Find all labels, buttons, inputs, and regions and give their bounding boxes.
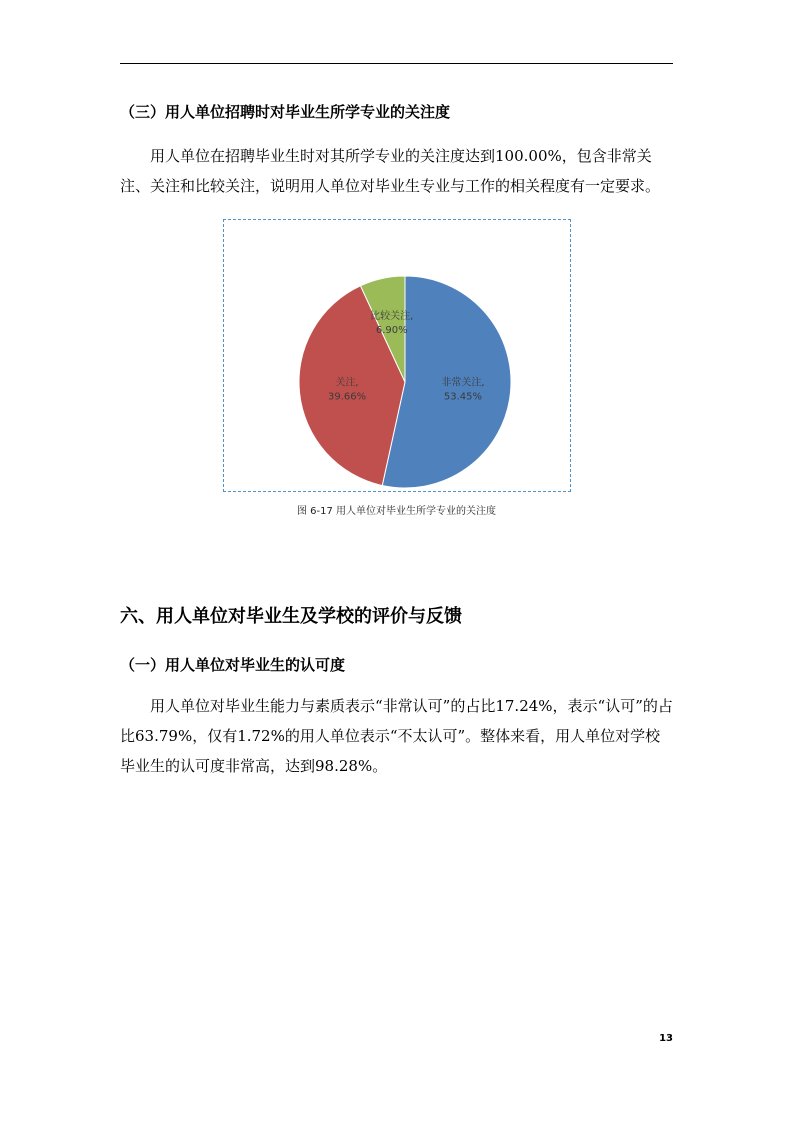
page-number: 13 [659,1033,673,1044]
pie-slice-label-0: 非常关注, [441,377,485,389]
pie-slice-value-1: 39.66% [327,391,367,403]
section-6-1-heading: （一）用人单位对毕业生的认可度 [120,656,346,674]
pie-chart-frame [223,219,571,492]
section-3-paragraph: 用人单位在招聘毕业生时对其所学专业的关注度达到100.00%，包含非常关注、关注和比较关注，说明用人单位对毕业生专业与工作的相关程度有一定要求。 [120,147,661,195]
pie-slice-value-0: 53.45% [443,391,483,403]
pie-slice-label-1: 关注, [335,377,359,389]
figure-caption: 图 6-17 用人单位对毕业生所学专业的关注度 [296,506,497,517]
section-6-title: 六、用人单位对毕业生及学校的评价与反馈 [120,606,462,627]
pie-slice-label-2: 比较关注, [370,310,414,322]
section-3-heading: （三）用人单位招聘时对毕业生所学专业的关注度 [120,103,451,121]
header-rule [120,63,673,64]
section-6-1-paragraph: 用人单位对毕业生能力与素质表示“非常认可”的占比17.24%，表示“认可”的占比63.79%，仅有1.72%的用人单位表示“不太认可”。整体来看，用人单位对学校毕业生的认可度非常高，达到98.28%。 [120,697,673,775]
pie-slice-value-2: 6.90% [375,324,408,336]
pie-chart [224,220,570,491]
